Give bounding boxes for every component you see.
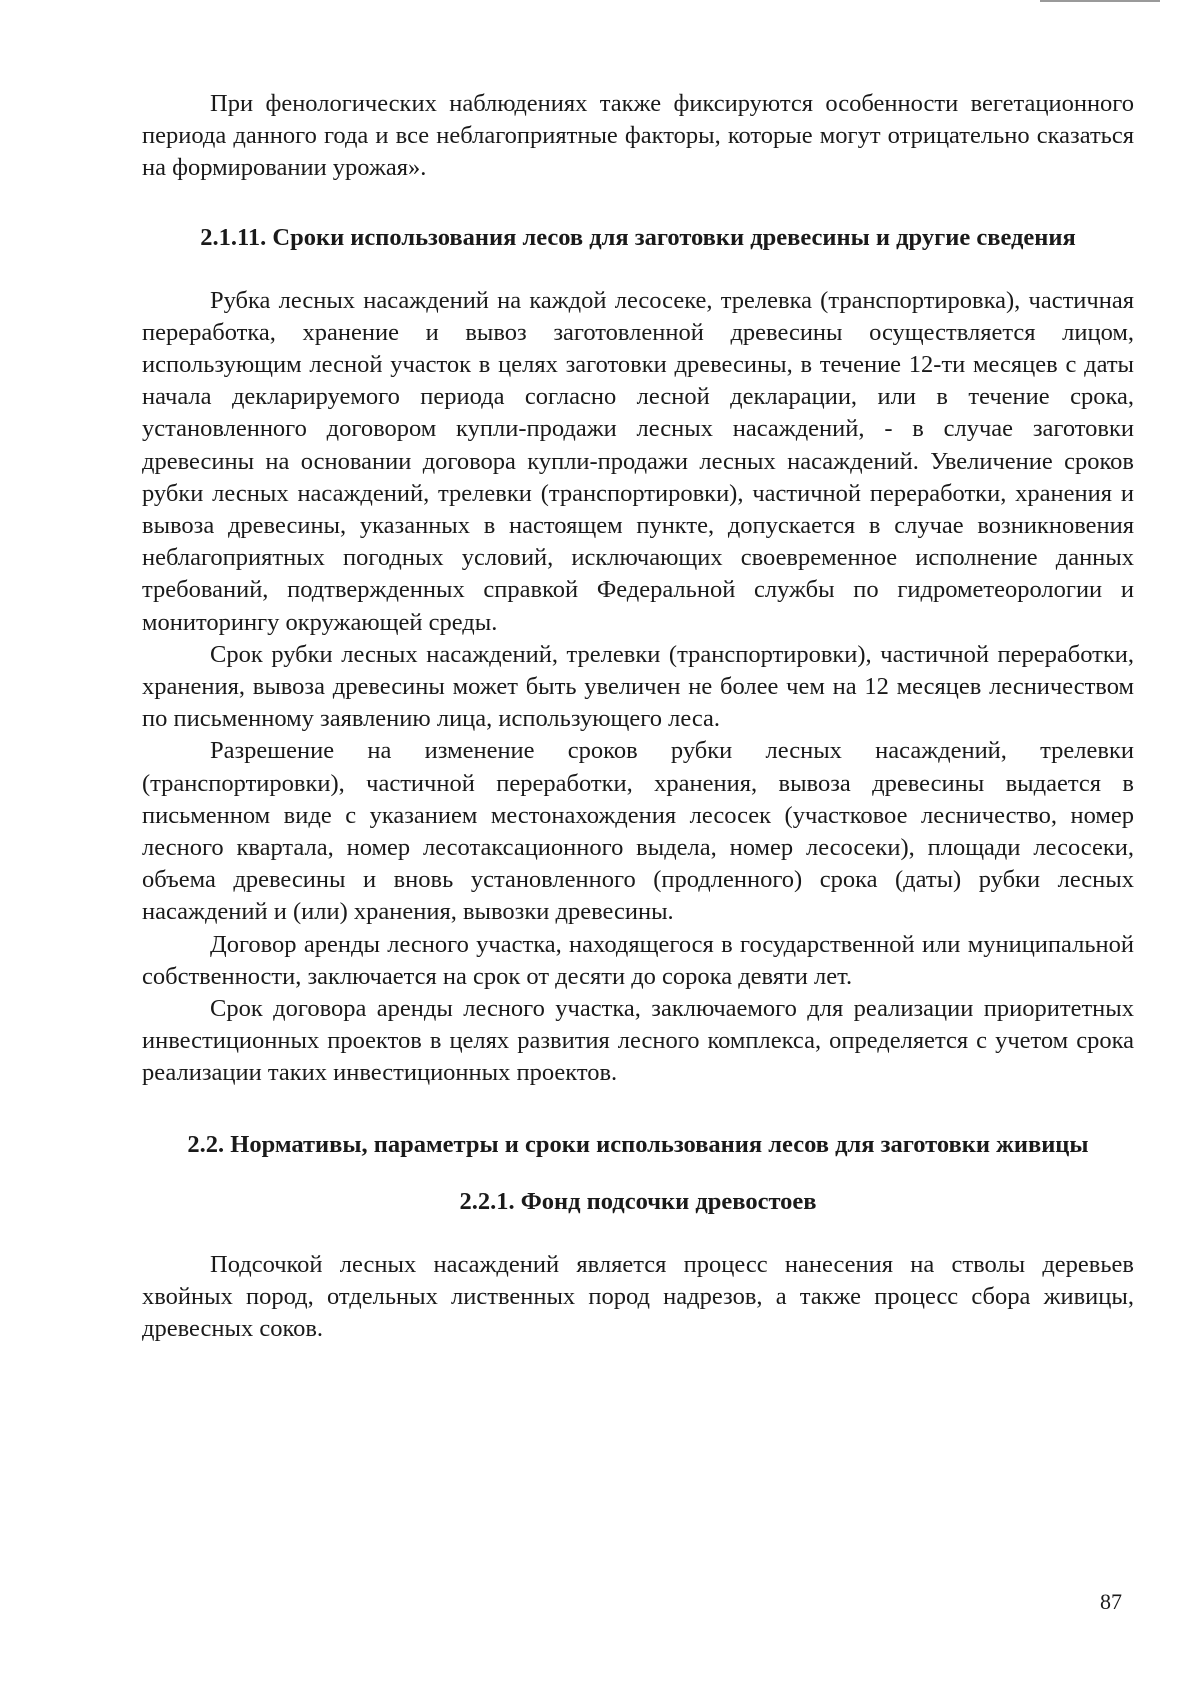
scan-edge-line <box>1040 0 1160 2</box>
paragraph-extension-permit: Разрешение на изменение сроков рубки лесных насаждений, трелевки (транспортировки), частичной переработки, хранения, вывоза древесины выдается в письменном виде с указанием местонахождения лесосек (участковое лесничество, номер лесного квартала, номер лесотаксационного выдела, номер лесосеки), площади лесосеки, объема древесины и вновь установленного (продленного) срока (даты) рубки лесных насаждений и (или) хранения, вывозки древесины. <box>142 737 1134 926</box>
paragraph-intro: При фенологических наблюдениях также фиксируются особенности вегетационного периода данного года и все неблагоприятные факторы, которые могут отрицательно сказаться на формировании урожая». <box>142 90 1134 182</box>
paragraph-investment-lease: Срок договора аренды лесного участка, заключаемого для реализации приоритетных инвестиционных проектов в целях развития лесного комплекса, определяется с учетом срока реализации таких инвестиционных проектов. <box>142 995 1134 1087</box>
heading-2-2: 2.2. Нормативы, параметры и сроки использования лесов для заготовки живицы <box>187 1130 1089 1158</box>
paragraph-lease-term: Договор аренды лесного участка, находящегося в государственной или муниципальной собственности, заключается на срок от десяти до сорока девяти лет. <box>142 930 1134 990</box>
heading-2-1-11: 2.1.11. Сроки использования лесов для заготовки древесины и другие сведения <box>200 223 1076 251</box>
paragraph-term-extension: Срок рубки лесных насаждений, трелевки (транспортировки), частичной переработки, хранения, вывоза древесины может быть увеличен не более чем на 12 месяцев лесничеством по письменному заявлению лица, использующего леса. <box>142 640 1134 733</box>
document-page <box>142 88 1134 1345</box>
paragraph-tapping-definition: Подсочкой лесных насаждений является процесс нанесения на стволы деревьев хвойных пород, отдельных лиственных пород надрезов, а также процесс сбора живицы, древесных соков. <box>142 1250 1134 1343</box>
heading-2-2-1: 2.2.1. Фонд подсочки древостоев <box>459 1187 817 1215</box>
page-number: 87 <box>1100 1589 1122 1614</box>
paragraph-logging-terms: Рубка лесных насаждений на каждой лесосеке, трелевка (транспортировка), частичная переработка, хранение и вывоз заготовленной древесины осуществляется лицом, использующим лесной участок в целях заготовки древесины, в течение 12-ти месяцев с даты начала декларируемого периода согласно лесной декларации, или в течение срока, установленного договором купли-продажи лесных насаждений, - в случае заготовки древесины на основании договора купли-продажи лесных насаждений. Увеличение сроков рубки лесных насаждений, трелевки (транспортировки), частичной переработки, хранения и вывоза древесины, указанных в настоящем пункте, допускается в случае возникновения неблагоприятных погодных условий, исключающих своевременное исполнение данных требований, подтвержденных справкой Федеральной службы по гидрометеорологии и мониторингу окружающей среды. <box>142 286 1134 636</box>
